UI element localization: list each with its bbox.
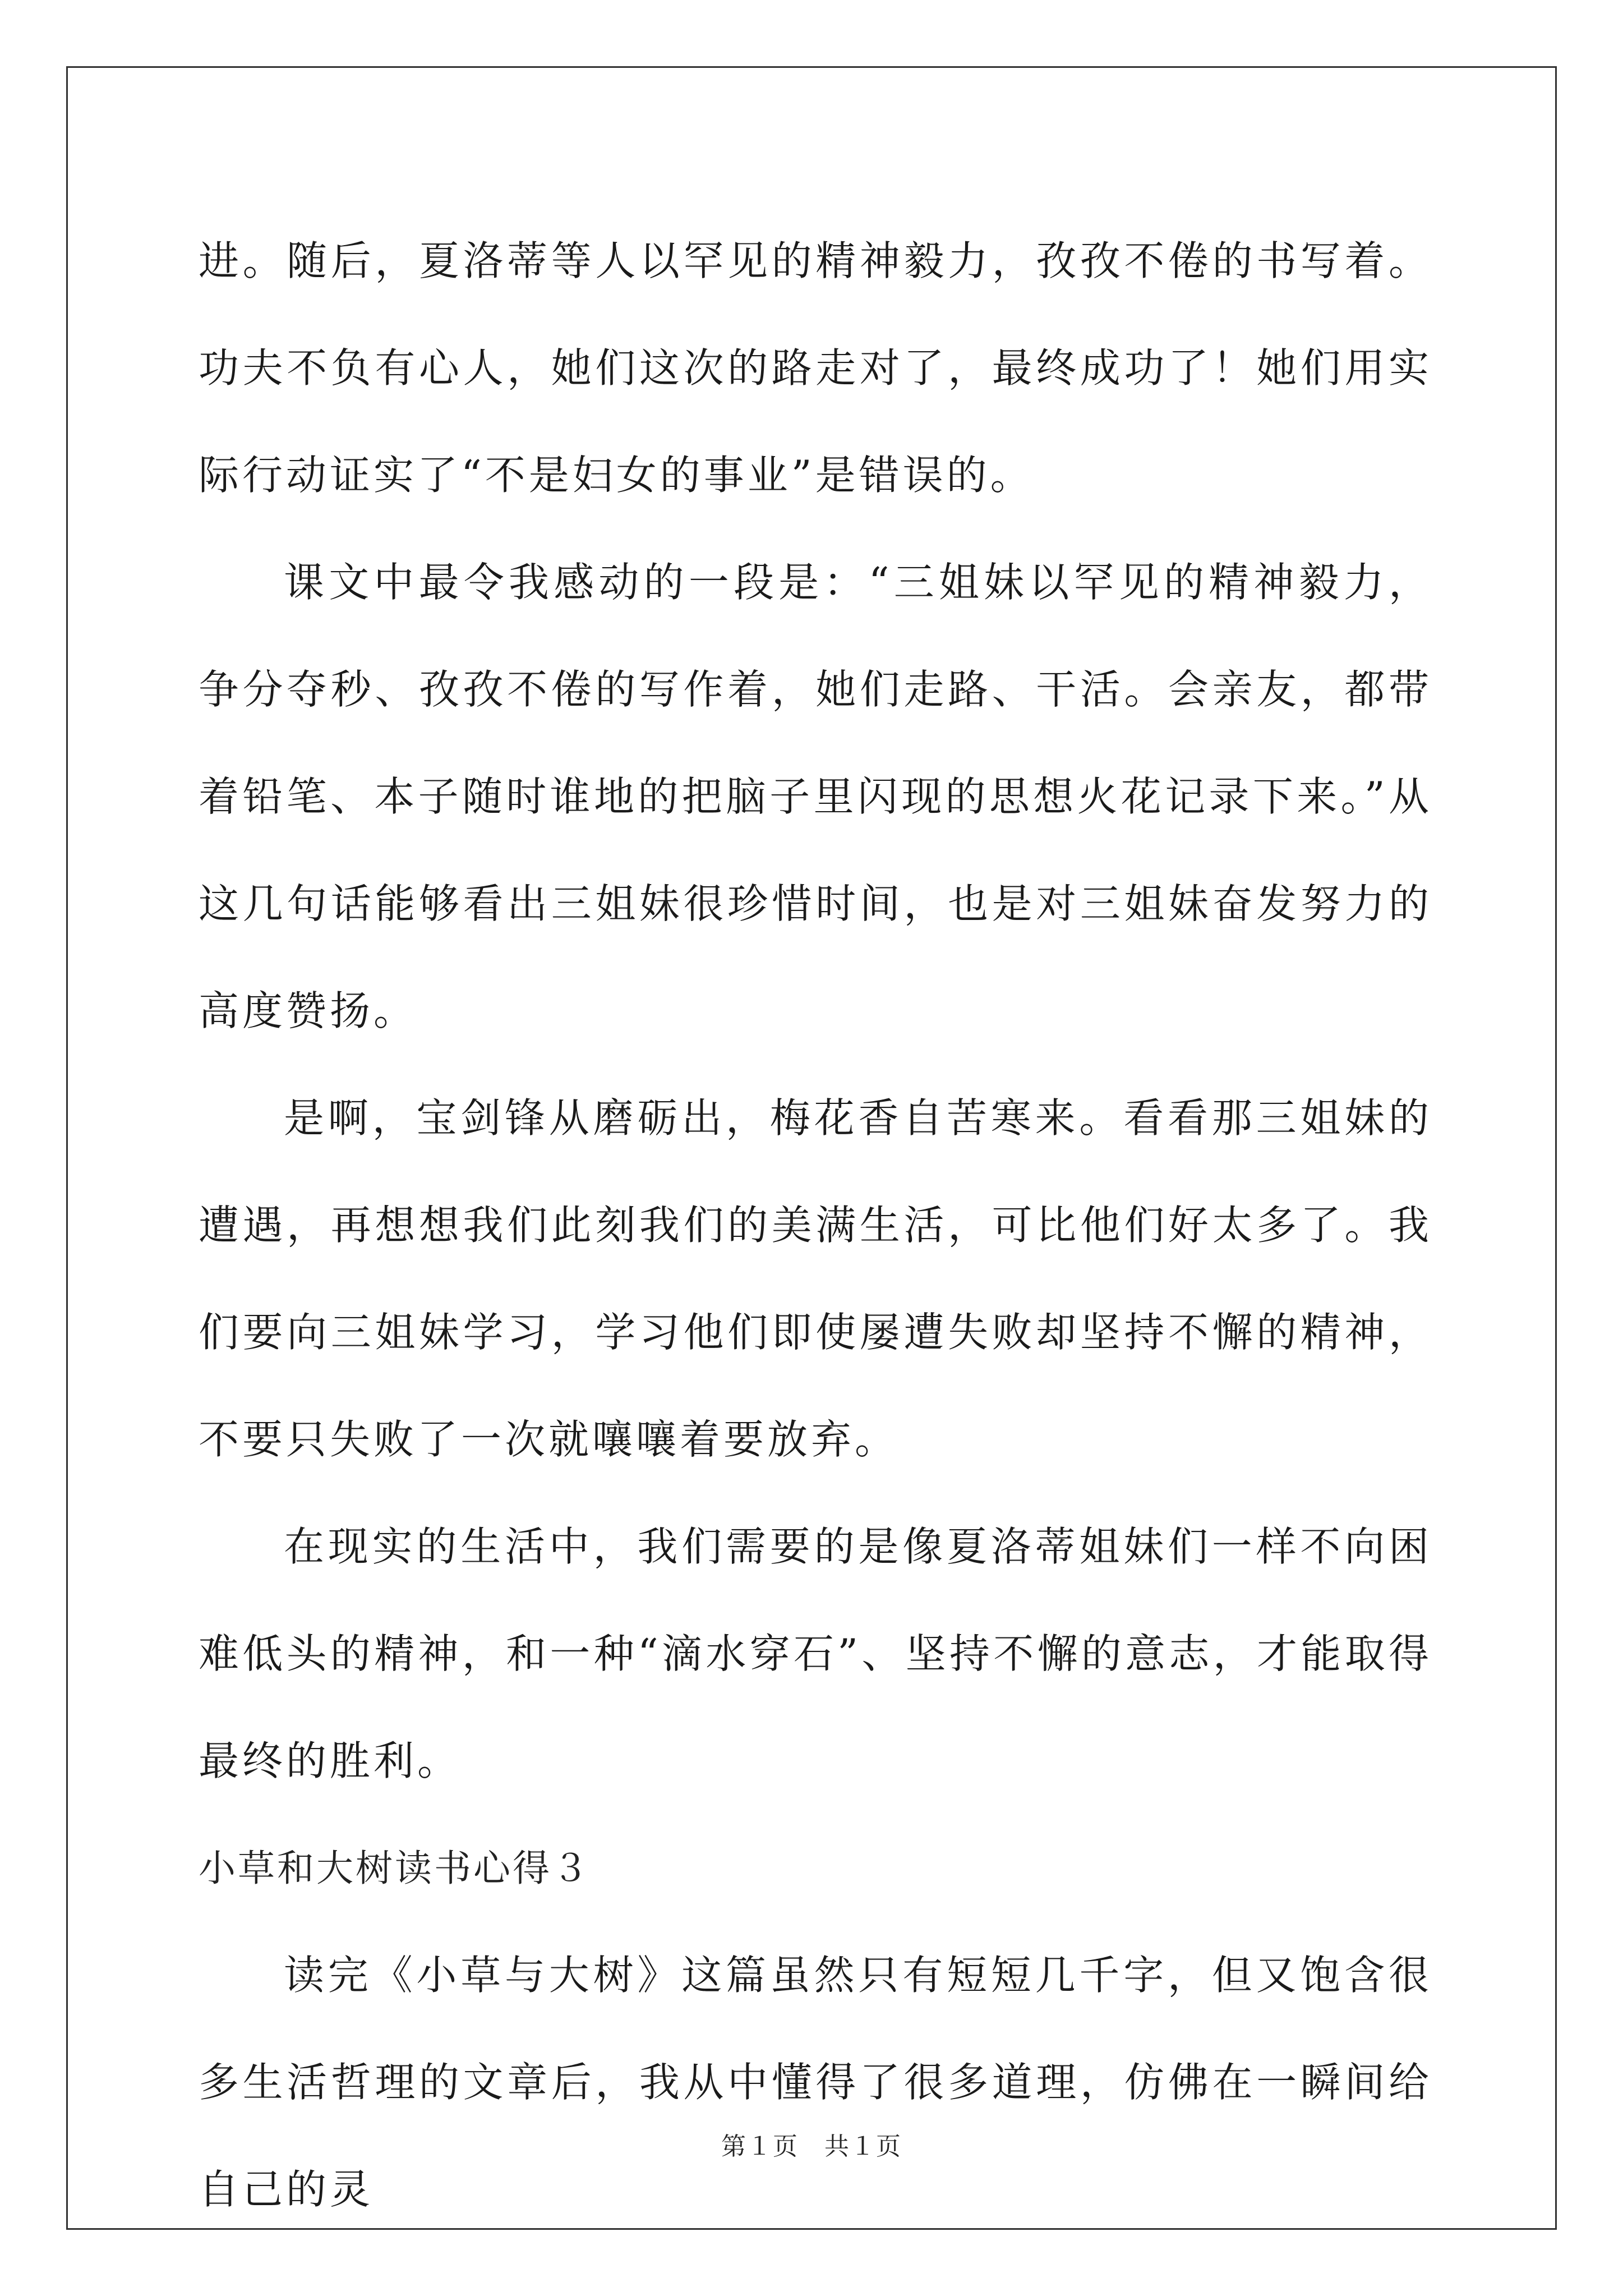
paragraph-continuation: 进。随后，夏洛蒂等人以罕见的精神毅力，孜孜不倦的书写着。功夫不负有心人，她们这次的路走对了，最终成功了！她们用实际行动证实了“不是妇女的事业”是错误的。 [199, 237, 1432, 499]
section-heading: 小草和大树读书心得３ [199, 1847, 591, 1890]
paragraph-conclusion: 在现实的生活中，我们需要的是像夏洛蒂姐妹们一样不向困难低头的精神，和一种“滴水穿石”、坚持不懈的意志，才能取得最终的胜利。 [199, 1523, 1432, 1784]
page-number-footer: 第１页 共１页 [721, 2132, 902, 2161]
paragraph-reflection: 是啊，宝剑锋从磨砺出，梅花香自苦寒来。看看那三姐妹的遭遇，再想想我们此刻我们的美满生活，可比他们好太多了。我们要向三姐妹学习，学习他们即使屡遭失败却坚持不懈的精神，不要只失败了一次就嚷嚷着要放弃。 [199, 1094, 1432, 1463]
paragraph-new-section: 读完《小草与大树》这篇虽然只有短短几千字，但又饱含很多生活哲理的文章后，我从中懂得了很多道理，仿佛在一瞬间给自己的灵 [199, 1952, 1432, 2213]
paragraph-quote: 课文中最令我感动的一段是：“三姐妹以罕见的精神毅力，争分夺秒、孜孜不倦的写作着，她们走路、干活。会亲友，都带着铅笔、本子随时谁地的把脑子里闪现的思想火花记录下来。”从这几句话能够看出三姐妹很珍惜时间，也是对三姐妹奋发努力的高度赞扬。 [199, 559, 1432, 1034]
document-body [199, 208, 1432, 2243]
